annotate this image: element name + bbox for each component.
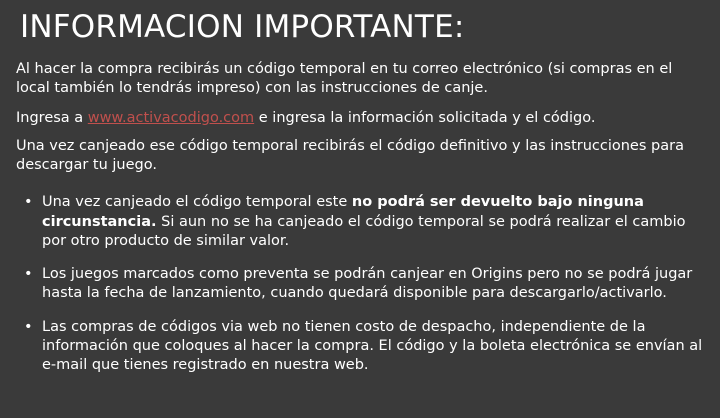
bullet-marker-icon: •	[24, 194, 33, 211]
paragraph-redeem-site-after: e ingresa la información solicitada y el código.	[254, 109, 596, 126]
bullet-list	[14, 193, 706, 375]
list-item	[14, 193, 706, 251]
bullet-marker-icon: •	[24, 266, 33, 283]
paragraph-redeem-site-before: Ingresa a	[16, 109, 88, 126]
paragraph-redeem-site	[16, 109, 706, 128]
list-item-text-before: Los juegos marcados como preventa se podrán canjear en Origins pero no se podrá jugar hasta la fecha de lanzamiento, cuando quedará disponible para descargarlo/activarlo.	[42, 266, 693, 302]
bullet-marker-icon: •	[24, 318, 33, 335]
list-item	[14, 265, 706, 304]
list-item-text-bold: no podrá ser devuelto bajo ninguna circunstancia.	[42, 194, 644, 230]
paragraph-purchase-info: Al hacer la compra recibirás un código temporal en tu correo electrónico (si compras en el local también lo tendrás impreso) con las instrucciones de canje.	[16, 60, 673, 96]
activacodigo-link[interactable]: www.activacodigo.com	[87, 109, 255, 126]
list-item-text-after: Si aun no se ha canjeado el código temporal se podrá realizar el cambio por otro producto de similar valor.	[42, 213, 686, 249]
paragraph-final-code: Una vez canjeado ese código temporal recibirás el código definitivo y las instrucciones para descargar tu juego.	[16, 138, 684, 174]
list-item-text-before: Una vez canjeado el código temporal este	[42, 194, 352, 211]
page-title: INFORMACION IMPORTANTE:	[20, 9, 465, 45]
list-item	[14, 318, 706, 376]
list-item-text-before: Las compras de códigos via web no tienen costo de despacho, independiente de la información que coloques al hacer la compra. El código y la boleta electrónica se envían al e-mail que tienes registrado en nuestra web.	[42, 318, 703, 374]
